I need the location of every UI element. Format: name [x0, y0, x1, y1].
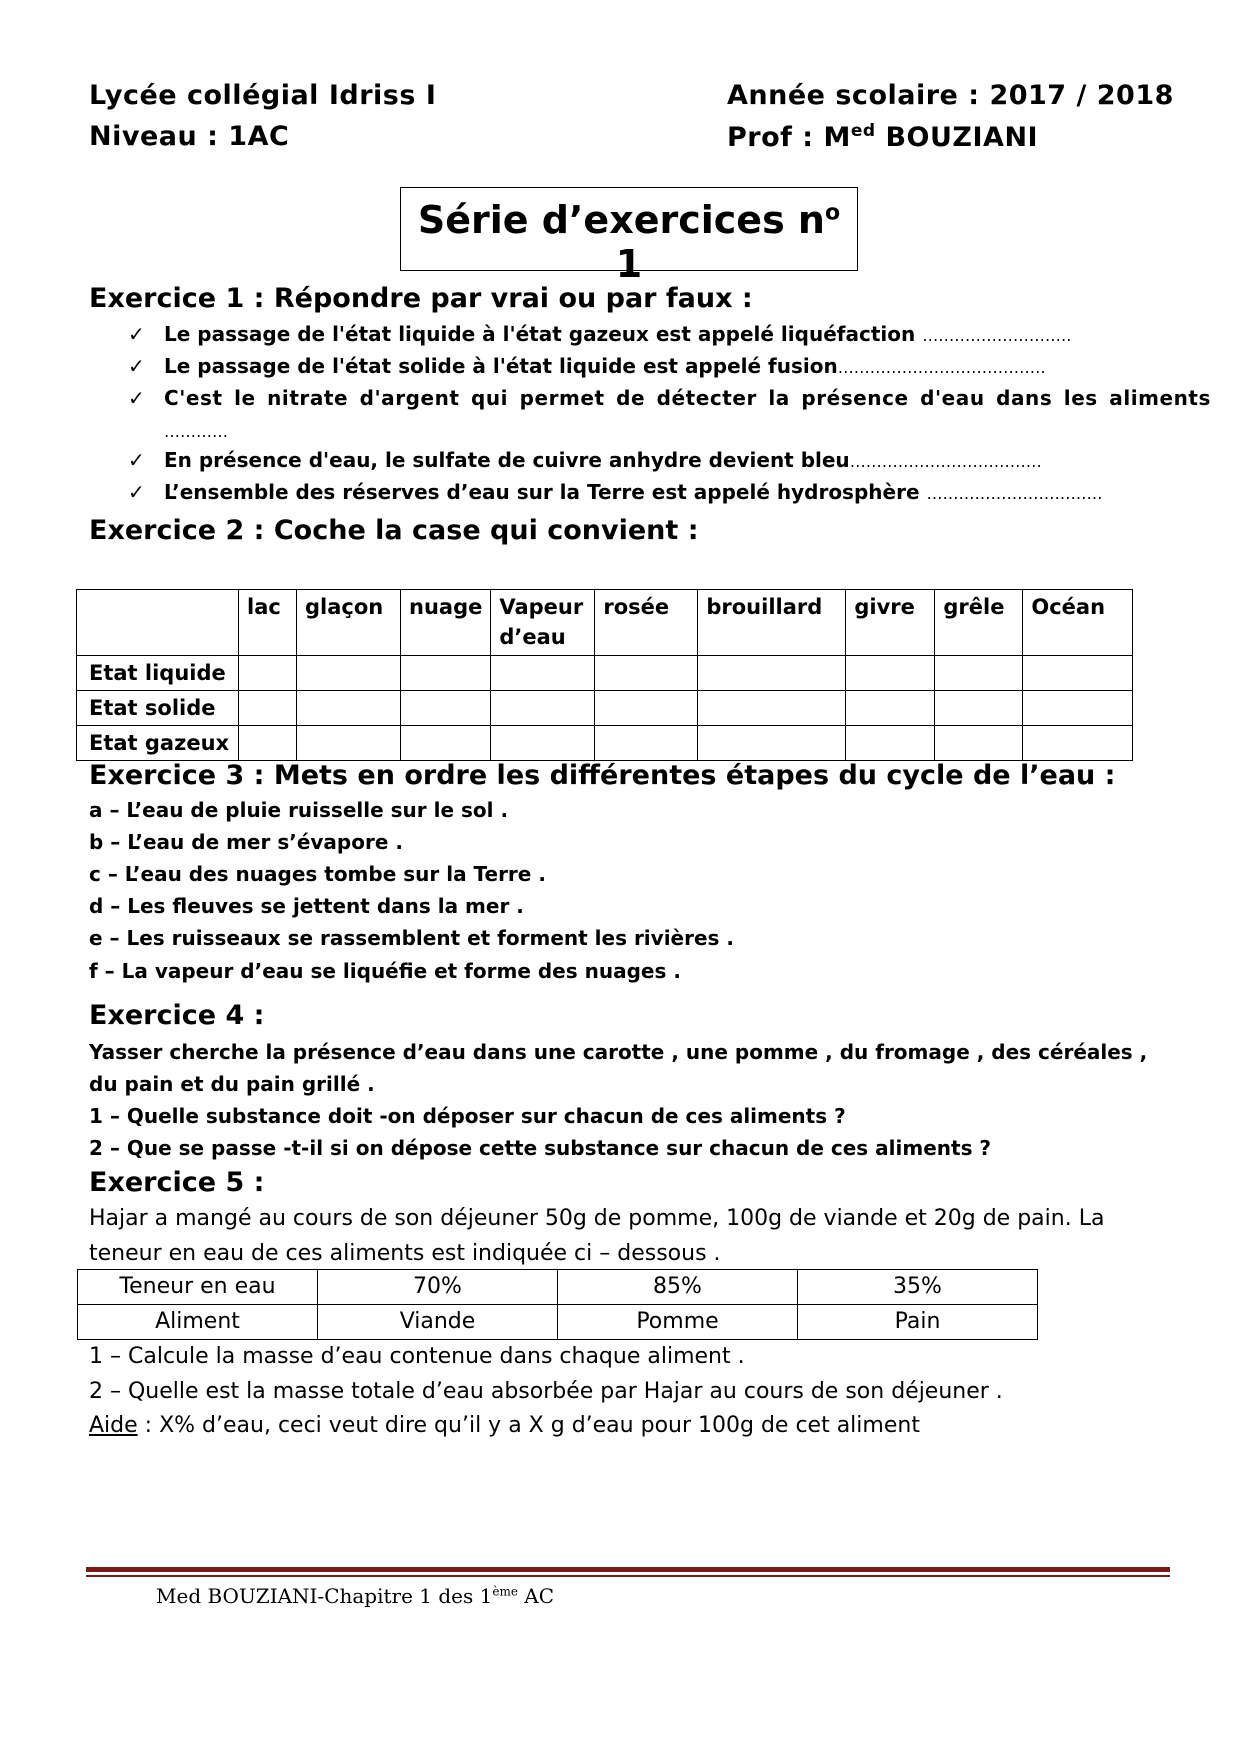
check-icon: ✓ — [128, 386, 145, 410]
table-row — [78, 1270, 1038, 1305]
exercise-5-heading: Exercice 5 : — [89, 1167, 265, 1198]
table-cell: Aliment — [78, 1305, 318, 1340]
ex1-item-2 — [128, 354, 1046, 378]
ex1-item-text: Le passage de l'état liquide à l'état gazeux est appelé liquéfaction — [164, 322, 923, 346]
footer-sup: ème — [492, 1584, 518, 1599]
ex5-question-2: 2 – Quelle est la masse totale d’eau absorbée par Hajar au cours de son déjeuner . — [89, 1379, 1003, 1404]
ex1-item-4 — [128, 448, 1042, 472]
ex5-intro-line-1: Hajar a mangé au cours de son déjeuner 50g de pomme, 100g de viande et 20g de pain. La — [89, 1206, 1105, 1231]
check-cell[interactable] — [491, 726, 595, 761]
water-content-table — [77, 1269, 1038, 1340]
vapeur-line-1: Vapeur — [499, 595, 584, 619]
title-sup: o — [824, 200, 841, 226]
check-cell[interactable] — [297, 726, 401, 761]
check-cell[interactable] — [935, 726, 1023, 761]
title-box — [400, 187, 858, 286]
check-cell[interactable] — [297, 656, 401, 691]
table-row — [77, 726, 1133, 761]
hint-text: : X% d’eau, ceci veut dire qu’il y a X g d’eau pour 100g de cet aliment — [137, 1413, 920, 1438]
check-cell[interactable] — [935, 691, 1023, 726]
check-icon: ✓ — [128, 480, 145, 504]
column-header-vapeur — [491, 590, 595, 656]
footer-rule-thick — [86, 1567, 1170, 1572]
cycle-step-a: a – L’eau de pluie ruisselle sur le sol . — [89, 798, 509, 822]
title-number: 1 — [615, 242, 643, 286]
check-cell[interactable] — [698, 691, 846, 726]
answer-dots: …………………………… — [926, 484, 1103, 503]
check-cell[interactable] — [846, 656, 935, 691]
check-cell[interactable] — [239, 691, 297, 726]
ex1-item-text: L’ensemble des réserves d’eau sur la Terre est appelé hydrosphère — [164, 480, 927, 504]
column-header: lac — [239, 590, 297, 656]
column-header: rosée — [595, 590, 698, 656]
row-header: Etat solide — [77, 691, 239, 726]
cycle-step-d: d – Les fleuves se jettent dans la mer . — [89, 894, 524, 918]
ex5-hint — [89, 1413, 920, 1438]
column-header: glaçon — [297, 590, 401, 656]
check-cell[interactable] — [1023, 656, 1133, 691]
ex1-item-text: Le passage de l'état solide à l'état liquide est appelé fusion — [164, 354, 838, 378]
answer-dots: ………… — [164, 422, 228, 441]
check-cell[interactable] — [491, 656, 595, 691]
check-cell[interactable] — [846, 691, 935, 726]
hint-label: Aide — [89, 1413, 138, 1438]
check-cell[interactable] — [595, 656, 698, 691]
title-text: Série d’exercices n — [417, 198, 825, 242]
column-header: nuage — [401, 590, 491, 656]
check-cell[interactable] — [401, 656, 491, 691]
check-cell[interactable] — [698, 726, 846, 761]
check-cell[interactable] — [595, 726, 698, 761]
cycle-step-f: f – La vapeur d’eau se liquéfie et forme des nuages . — [89, 959, 681, 983]
check-icon: ✓ — [128, 448, 145, 472]
exercise-3-heading: Exercice 3 : Mets en ordre les différentes étapes du cycle de l’eau : — [89, 760, 1116, 791]
teacher-sup: ed — [850, 121, 876, 141]
ex4-question-1: 1 – Quelle substance doit -on déposer sur chacun de ces aliments ? — [89, 1104, 846, 1128]
ex1-item-3-dots — [164, 418, 228, 442]
page-title — [401, 198, 857, 286]
ex1-item-3 — [128, 386, 1211, 410]
states-table — [76, 589, 1133, 761]
check-cell[interactable] — [239, 656, 297, 691]
ex4-intro-line-1: Yasser cherche la présence d’eau dans une carotte , une pomme , du fromage , des céréales , — [89, 1040, 1148, 1064]
check-cell[interactable] — [846, 726, 935, 761]
table-cell: 70% — [318, 1270, 558, 1305]
answer-dots: ………………………. — [922, 326, 1072, 345]
footer-text — [156, 1584, 554, 1608]
class-level: Niveau : 1AC — [89, 121, 290, 152]
table-row — [77, 656, 1133, 691]
ex1-item-text: C'est le nitrate d'argent qui permet de détecter la présence d'eau dans les aliments — [164, 386, 1211, 410]
table-row — [77, 691, 1133, 726]
teacher-surname: BOUZIANI — [875, 122, 1039, 153]
check-cell[interactable] — [595, 691, 698, 726]
row-header: Etat liquide — [77, 656, 239, 691]
exercise-4-heading: Exercice 4 : — [89, 1000, 265, 1031]
footer-main: Med BOUZIANI-Chapitre 1 des 1 — [156, 1584, 493, 1608]
table-cell: Teneur en eau — [78, 1270, 318, 1305]
ex1-item-text: En présence d'eau, le sulfate de cuivre anhydre devient bleu — [164, 448, 850, 472]
exercise-1-heading: Exercice 1 : Répondre par vrai ou par faux : — [89, 283, 753, 314]
table-header-row — [77, 590, 1133, 656]
column-header: brouillard — [698, 590, 846, 656]
table-row — [78, 1305, 1038, 1340]
exercise-2-heading: Exercice 2 : Coche la case qui convient : — [89, 515, 699, 546]
check-cell[interactable] — [401, 726, 491, 761]
answer-dots: ………………………………… — [837, 358, 1046, 377]
check-cell[interactable] — [1023, 691, 1133, 726]
check-cell[interactable] — [698, 656, 846, 691]
table-cell: 85% — [558, 1270, 798, 1305]
ex1-item-1 — [128, 322, 1071, 346]
cycle-step-c: c – L’eau des nuages tombe sur la Terre . — [89, 862, 546, 886]
school-name: Lycée collégial Idriss I — [89, 80, 437, 111]
answer-dots: ……………………………… — [849, 452, 1042, 471]
footer-rule-thin — [86, 1575, 1170, 1577]
cycle-step-b: b – L’eau de mer s’évapore . — [89, 830, 403, 854]
column-header: grêle — [935, 590, 1023, 656]
ex5-question-1: 1 – Calcule la masse d’eau contenue dans chaque aliment . — [89, 1344, 745, 1369]
table-cell: 35% — [798, 1270, 1038, 1305]
check-cell[interactable] — [401, 691, 491, 726]
ex4-intro-line-2: du pain et du pain grillé . — [89, 1072, 375, 1096]
table-corner-cell — [77, 590, 239, 656]
ex4-question-2: 2 – Que se passe -t-il si on dépose cette substance sur chacun de ces aliments ? — [89, 1136, 992, 1160]
check-cell[interactable] — [297, 691, 401, 726]
check-icon: ✓ — [128, 354, 145, 378]
cycle-step-e: e – Les ruisseaux se rassemblent et forment les rivières . — [89, 926, 735, 950]
check-cell[interactable] — [935, 656, 1023, 691]
check-cell[interactable] — [491, 691, 595, 726]
column-header: givre — [846, 590, 935, 656]
footer-tail: AC — [517, 1584, 555, 1608]
check-cell[interactable] — [1023, 726, 1133, 761]
teacher-prefix: Prof : M — [727, 122, 851, 153]
vapeur-line-2: d’eau — [499, 625, 566, 649]
ex1-item-5 — [128, 480, 1102, 504]
table-cell: Viande — [318, 1305, 558, 1340]
ex5-intro-line-2: teneur en eau de ces aliments est indiquée ci – dessous . — [89, 1241, 721, 1266]
table-cell: Pomme — [558, 1305, 798, 1340]
table-cell: Pain — [798, 1305, 1038, 1340]
teacher-name — [727, 121, 1038, 153]
check-icon: ✓ — [128, 322, 145, 346]
column-header: Océan — [1023, 590, 1133, 656]
school-year: Année scolaire : 2017 / 2018 — [727, 80, 1174, 111]
row-header: Etat gazeux — [77, 726, 239, 761]
check-cell[interactable] — [239, 726, 297, 761]
